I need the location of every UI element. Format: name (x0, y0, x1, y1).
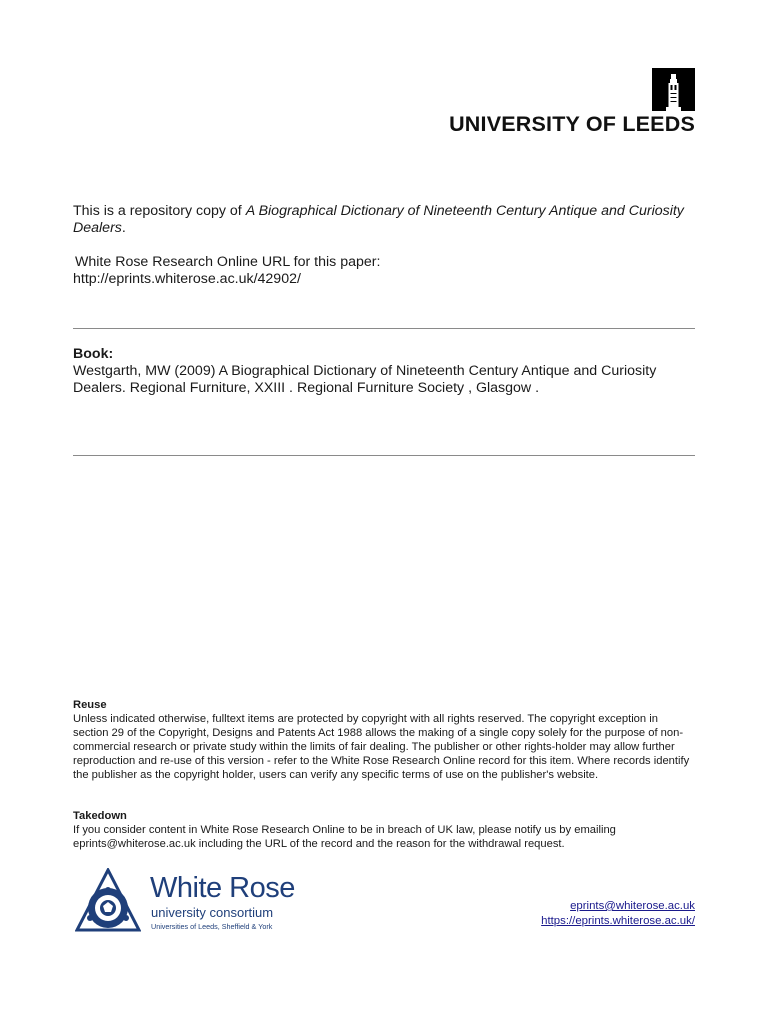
university-name: UNIVERSITY OF LEEDS (449, 112, 695, 136)
reuse-heading: Reuse (73, 699, 107, 711)
white-rose-name: White Rose (150, 872, 295, 904)
repository-label: White Rose Research Online URL for this paper: (75, 254, 381, 270)
repository-url-block (73, 254, 695, 288)
intro-suffix: . (121, 220, 126, 236)
contact-links (541, 899, 695, 928)
paper-title: A Biographical Dictionary of Nineteenth Century Antique and Curiosity Dealers (73, 203, 684, 236)
divider-bottom (73, 455, 695, 456)
white-rose-logo (75, 866, 295, 936)
parkinson-tower-icon (652, 68, 695, 111)
tower-icon-graphic (652, 68, 695, 111)
white-rose-subtitle: university consortium (151, 905, 274, 920)
book-citation-block (73, 346, 695, 397)
reuse-text: Unless indicated otherwise, fulltext items are protected by copyright with all rights reserved. The copyright exception in section 29 of the Copyright, Designs and Patents Act 1988 allows the making of a single copy solely for the purpose of non-commercial research or private study within the limits of fair dealing. The publisher or other rights-holder may allow further reproduction and re-use of this version - refer to the White Rose Research Online record for this item. Where records identify the publisher as the copyright holder, users can verify any specific terms of use on the publisher's website. (73, 713, 690, 781)
website-link[interactable]: https://eprints.whiterose.ac.uk/ (541, 914, 695, 927)
repository-url[interactable]: http://eprints.whiterose.ac.uk/42902/ (73, 271, 301, 287)
intro-prefix: This is a repository copy of (73, 203, 246, 219)
reuse-section (73, 698, 695, 782)
book-label: Book: (73, 346, 114, 362)
takedown-text: If you consider content in White Rose Research Online to be in breach of UK law, please notify us by emailing eprints@whiterose.ac.uk including the URL of the record and the reason for the withdrawal request. (73, 824, 616, 850)
white-rose-emblem-icon (75, 868, 141, 934)
takedown-heading: Takedown (73, 810, 127, 822)
email-link[interactable]: eprints@whiterose.ac.uk (570, 900, 695, 912)
divider-top (73, 328, 695, 329)
white-rose-universities: Universities of Leeds, Sheffield & York (151, 922, 273, 931)
book-citation: Westgarth, MW (2009) A Biographical Dictionary of Nineteenth Century Antique and Curiosity Dealers. Regional Furniture, XXIII . Regional Furniture Society , Glasgow . (73, 363, 657, 396)
intro-paragraph (73, 203, 695, 237)
takedown-section (73, 809, 695, 851)
university-of-leeds-logo (435, 68, 695, 138)
